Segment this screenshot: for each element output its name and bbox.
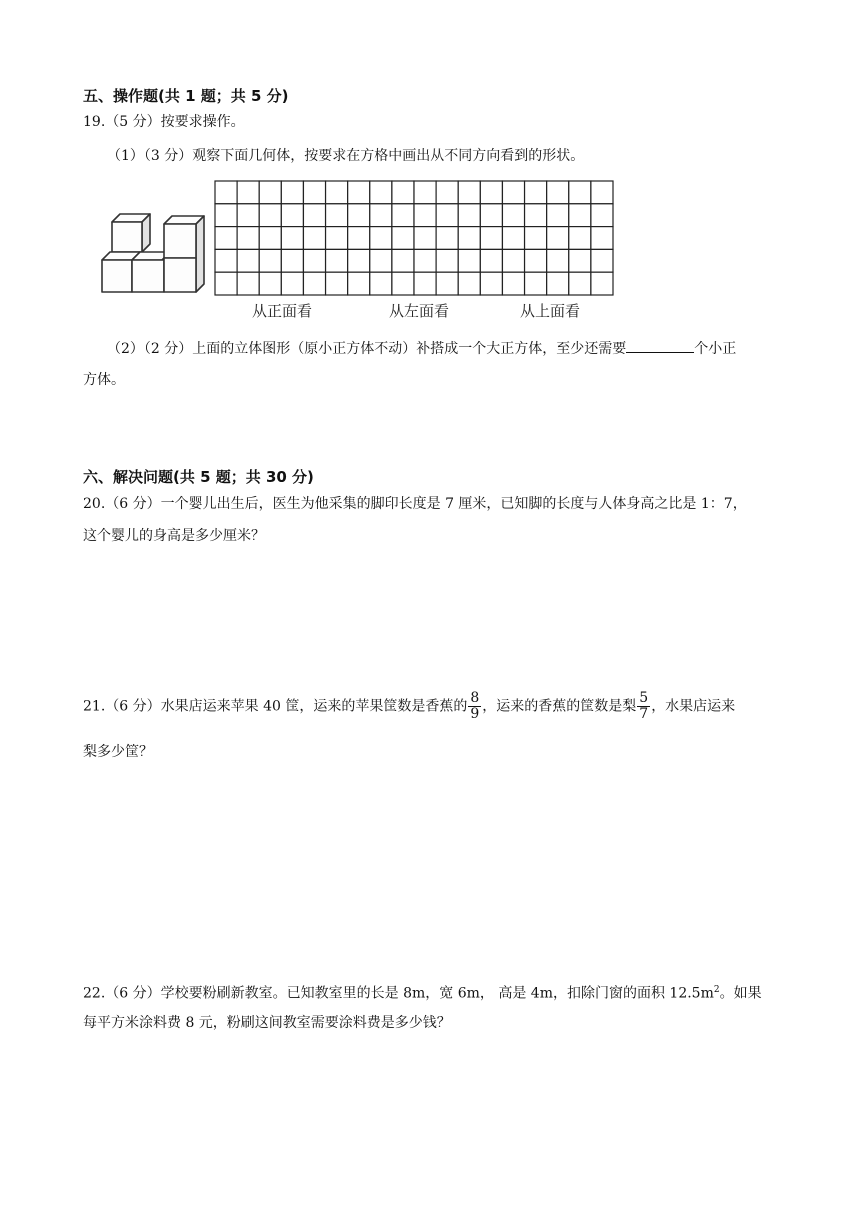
- fraction-five-sevenths: [637, 691, 650, 722]
- question-21-line-1: [83, 691, 735, 722]
- part-2-text-after: 个小正: [694, 341, 737, 357]
- answer-blank[interactable]: [626, 338, 694, 353]
- grid-cell[interactable]: [458, 204, 480, 227]
- grid-cell[interactable]: [215, 249, 237, 272]
- grid-cell[interactable]: [215, 181, 237, 204]
- superscript-squared: 2: [713, 985, 720, 995]
- grid-cell[interactable]: [370, 227, 392, 250]
- grid-cell[interactable]: [259, 204, 281, 227]
- grid-cell[interactable]: [303, 249, 325, 272]
- grid-cell[interactable]: [458, 249, 480, 272]
- grid-cell[interactable]: [370, 204, 392, 227]
- grid-cell[interactable]: [569, 204, 591, 227]
- grid-cell[interactable]: [480, 227, 502, 250]
- grid-cell[interactable]: [525, 227, 547, 250]
- grid-cell[interactable]: [237, 227, 259, 250]
- grid-cell[interactable]: [370, 181, 392, 204]
- label-front-view: 从正面看: [252, 302, 313, 320]
- grid-cell[interactable]: [215, 204, 237, 227]
- grid-cell[interactable]: [414, 249, 436, 272]
- question-22-line-2: 每平方米涂料费 8 元，粉刷这间教室需要涂料费是多少钱？: [83, 1015, 451, 1031]
- grid-cell[interactable]: [237, 204, 259, 227]
- grid-cell[interactable]: [326, 227, 348, 250]
- grid-cell[interactable]: [303, 272, 325, 295]
- grid-cell[interactable]: [591, 181, 613, 204]
- grid-cell[interactable]: [348, 249, 370, 272]
- grid-cell[interactable]: [525, 249, 547, 272]
- grid-cell[interactable]: [259, 249, 281, 272]
- grid-cell[interactable]: [458, 227, 480, 250]
- question-21-text-c: ，水果店运来: [651, 698, 736, 715]
- grid-cell[interactable]: [502, 227, 524, 250]
- question-19-part-2-line-2: 方体。: [83, 372, 125, 388]
- grid-cell[interactable]: [281, 272, 303, 295]
- grid-cell[interactable]: [525, 204, 547, 227]
- fraction-denominator: 9: [470, 706, 480, 722]
- grid-cell[interactable]: [237, 249, 259, 272]
- part-2-text-before: （2）（2 分）上面的立体图形（原小正方体不动）补搭成一个大正方体，至少还需要: [107, 341, 627, 357]
- grid-cell[interactable]: [480, 249, 502, 272]
- grid-cell[interactable]: [392, 227, 414, 250]
- grid-cell[interactable]: [303, 227, 325, 250]
- grid-cell[interactable]: [370, 249, 392, 272]
- grid-cell[interactable]: [414, 204, 436, 227]
- question-19-stem: 19.（5 分）按要求操作。: [83, 114, 245, 130]
- section-6-title: 六、解决问题(共 5 题；共 30 分): [83, 468, 314, 486]
- grid-cell[interactable]: [259, 272, 281, 295]
- fraction-eight-ninths: [468, 691, 481, 722]
- grid-cell[interactable]: [547, 204, 569, 227]
- grid-cell[interactable]: [547, 227, 569, 250]
- fraction-denominator: 7: [639, 706, 649, 722]
- question-22-text-a: 22.（6 分）学校要粉刷新教室。已知教室里的长是 8m，宽 6m， 高是 4m，扣除门窗的面积 12.5m: [83, 985, 714, 1002]
- grid-cell[interactable]: [303, 181, 325, 204]
- drawing-grid[interactable]: [214, 180, 614, 296]
- cubes-figure: [100, 212, 210, 298]
- question-19-part-1: （1）（3 分）观察下面几何体，按要求在方格中画出从不同方向看到的形状。: [107, 148, 585, 164]
- grid-cell[interactable]: [281, 204, 303, 227]
- grid-cell[interactable]: [436, 272, 458, 295]
- grid-cell[interactable]: [326, 272, 348, 295]
- question-21-text-b: ，运来的香蕉的筐数是梨: [482, 698, 637, 715]
- grid-cell[interactable]: [326, 249, 348, 272]
- label-left-view: 从左面看: [389, 302, 450, 320]
- question-19-part-2: [107, 338, 736, 359]
- grid-cell[interactable]: [281, 227, 303, 250]
- grid-cell[interactable]: [480, 181, 502, 204]
- grid-cell[interactable]: [547, 181, 569, 204]
- grid-cell[interactable]: [215, 227, 237, 250]
- question-21-text-a: 21.（6 分）水果店运来苹果 40 筐，运来的苹果筐数是香蕉的: [83, 698, 468, 715]
- grid-cell[interactable]: [414, 181, 436, 204]
- grid-cell[interactable]: [392, 272, 414, 295]
- grid-cell[interactable]: [591, 272, 613, 295]
- grid-cell[interactable]: [591, 249, 613, 272]
- grid-cell[interactable]: [392, 249, 414, 272]
- grid-cell[interactable]: [392, 181, 414, 204]
- grid-cell[interactable]: [458, 181, 480, 204]
- question-21-line-2: 梨多少筐？: [83, 744, 153, 760]
- grid-cell[interactable]: [281, 249, 303, 272]
- grid-cell[interactable]: [569, 249, 591, 272]
- grid-cell[interactable]: [591, 204, 613, 227]
- grid-cell[interactable]: [502, 204, 524, 227]
- grid-cell[interactable]: [414, 227, 436, 250]
- grid-cell[interactable]: [348, 227, 370, 250]
- grid-cell[interactable]: [392, 204, 414, 227]
- grid-cell[interactable]: [259, 227, 281, 250]
- grid-cell[interactable]: [436, 204, 458, 227]
- grid-cell[interactable]: [370, 272, 392, 295]
- question-20-line-2: 这个婴儿的身高是多少厘米？: [83, 528, 265, 544]
- grid-cell[interactable]: [480, 272, 502, 295]
- grid-cell[interactable]: [458, 272, 480, 295]
- question-20-line-1: 20.（6 分）一个婴儿出生后，医生为他采集的脚印长度是 7 厘米，已知脚的长度与人体身高之比是 1：7，: [83, 496, 747, 512]
- grid-cell[interactable]: [414, 272, 436, 295]
- grid-cell[interactable]: [591, 227, 613, 250]
- grid-cell[interactable]: [326, 181, 348, 204]
- grid-cell[interactable]: [237, 181, 259, 204]
- grid-cell[interactable]: [348, 181, 370, 204]
- question-22-text-b: 。如果: [719, 985, 762, 1002]
- grid-cell[interactable]: [502, 272, 524, 295]
- grid-cell[interactable]: [569, 181, 591, 204]
- section-5-title: 五、操作题(共 1 题；共 5 分): [83, 87, 289, 105]
- question-22-line-1: [83, 980, 762, 1004]
- grid-cell[interactable]: [547, 249, 569, 272]
- grid-cell[interactable]: [348, 272, 370, 295]
- grid-cell[interactable]: [525, 181, 547, 204]
- grid-cell[interactable]: [326, 204, 348, 227]
- grid-cell[interactable]: [237, 272, 259, 295]
- grid-cell[interactable]: [281, 181, 303, 204]
- grid-cell[interactable]: [569, 272, 591, 295]
- grid-cell[interactable]: [436, 181, 458, 204]
- fraction-numerator: 8: [470, 690, 480, 706]
- grid-cell[interactable]: [525, 272, 547, 295]
- grid-cell[interactable]: [436, 249, 458, 272]
- grid-cell[interactable]: [502, 249, 524, 272]
- grid-cell[interactable]: [436, 227, 458, 250]
- label-top-view: 从上面看: [520, 302, 581, 320]
- fraction-numerator: 5: [639, 690, 649, 706]
- grid-cell[interactable]: [303, 204, 325, 227]
- grid-cell[interactable]: [215, 272, 237, 295]
- grid-cell[interactable]: [480, 204, 502, 227]
- grid-cell[interactable]: [502, 181, 524, 204]
- grid-cell[interactable]: [547, 272, 569, 295]
- grid-cell[interactable]: [259, 181, 281, 204]
- grid-cell[interactable]: [569, 227, 591, 250]
- grid-cell[interactable]: [348, 204, 370, 227]
